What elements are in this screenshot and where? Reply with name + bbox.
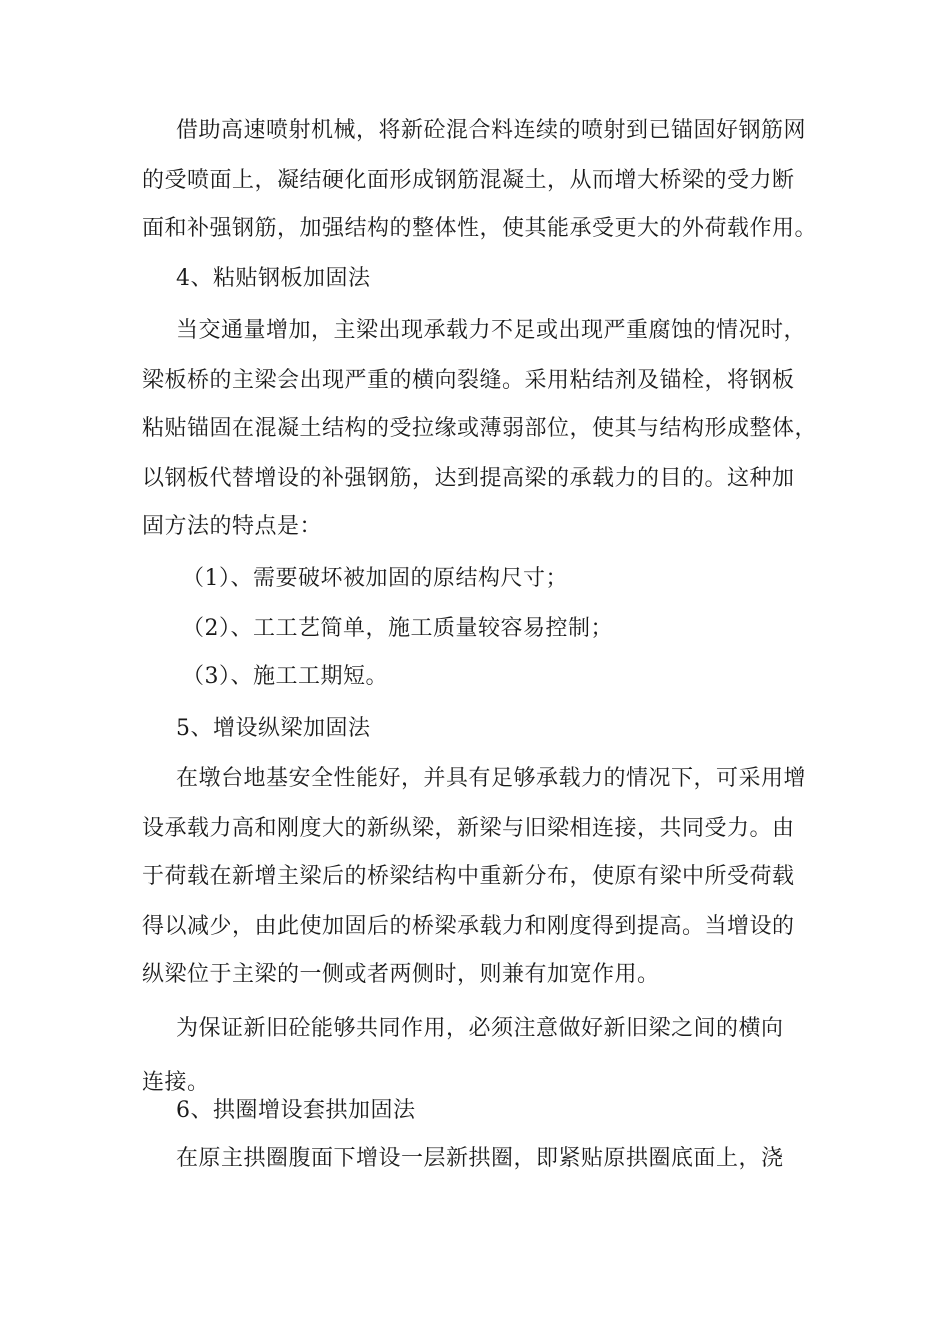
section-heading-5: 5、增设纵梁加固法 — [176, 716, 371, 741]
paragraph-5-line-1: 在原主拱圈腹面下增设一层新拱圈，即紧贴原拱圈底面上，浇 — [176, 1146, 784, 1171]
paragraph-1-line-3: 面和补强钢筋，加强结构的整体性，使其能承受更大的外荷载作用。 — [142, 216, 818, 241]
paragraph-3-line-4: 得以减少，由此使加固后的桥梁承载力和刚度得到提高。当增设的 — [142, 914, 795, 939]
paragraph-1-line-1: 借助高速喷射机械，将新砼混合料连续的喷射到已锚固好钢筋网 — [176, 118, 807, 143]
feature-item-1: （1）、需要破坏被加固的原结构尺寸； — [182, 566, 568, 591]
paragraph-3-line-1: 在墩台地基安全性能好，并具有足够承载力的情况下，可采用增 — [176, 766, 807, 791]
paragraph-1-line-2: 的受喷面上，凝结硬化面形成钢筋混凝土，从而增大桥梁的受力断 — [142, 168, 795, 193]
paragraph-2-line-3: 粘贴锚固在混凝土结构的受拉缘或薄弱部位，使其与结构形成整体， — [142, 416, 818, 441]
paragraph-3-line-5: 纵梁位于主梁的一侧或者两侧时，则兼有加宽作用。 — [142, 962, 660, 987]
paragraph-2-line-1: 当交通量增加，主梁出现承载力不足或出现严重腐蚀的情况时， — [176, 318, 807, 343]
feature-item-2: （2）、工工艺简单，施工质量较容易控制； — [182, 616, 613, 641]
paragraph-4-line-1: 为保证新旧砼能够共同作用，必须注意做好新旧梁之间的横向 — [176, 1016, 784, 1041]
paragraph-2-line-2: 梁板桥的主梁会出现严重的横向裂缝。采用粘结剂及锚栓，将钢板 — [142, 368, 795, 393]
paragraph-2-line-5: 固方法的特点是： — [142, 514, 323, 539]
feature-item-3: （3）、施工工期短。 — [182, 664, 388, 689]
paragraph-3-line-3: 于荷载在新增主梁后的桥梁结构中重新分布，使原有梁中所受荷载 — [142, 864, 795, 889]
paragraph-3-line-2: 设承载力高和刚度大的新纵梁，新梁与旧梁相连接，共同受力。由 — [142, 816, 795, 841]
section-heading-6: 6、拱圈增设套拱加固法 — [176, 1098, 416, 1123]
paragraph-4-line-2: 连接。 — [142, 1070, 210, 1095]
paragraph-2-line-4: 以钢板代替增设的补强钢筋，达到提高梁的承载力的目的。这种加 — [142, 466, 795, 491]
section-heading-4: 4、粘贴钢板加固法 — [176, 266, 371, 291]
